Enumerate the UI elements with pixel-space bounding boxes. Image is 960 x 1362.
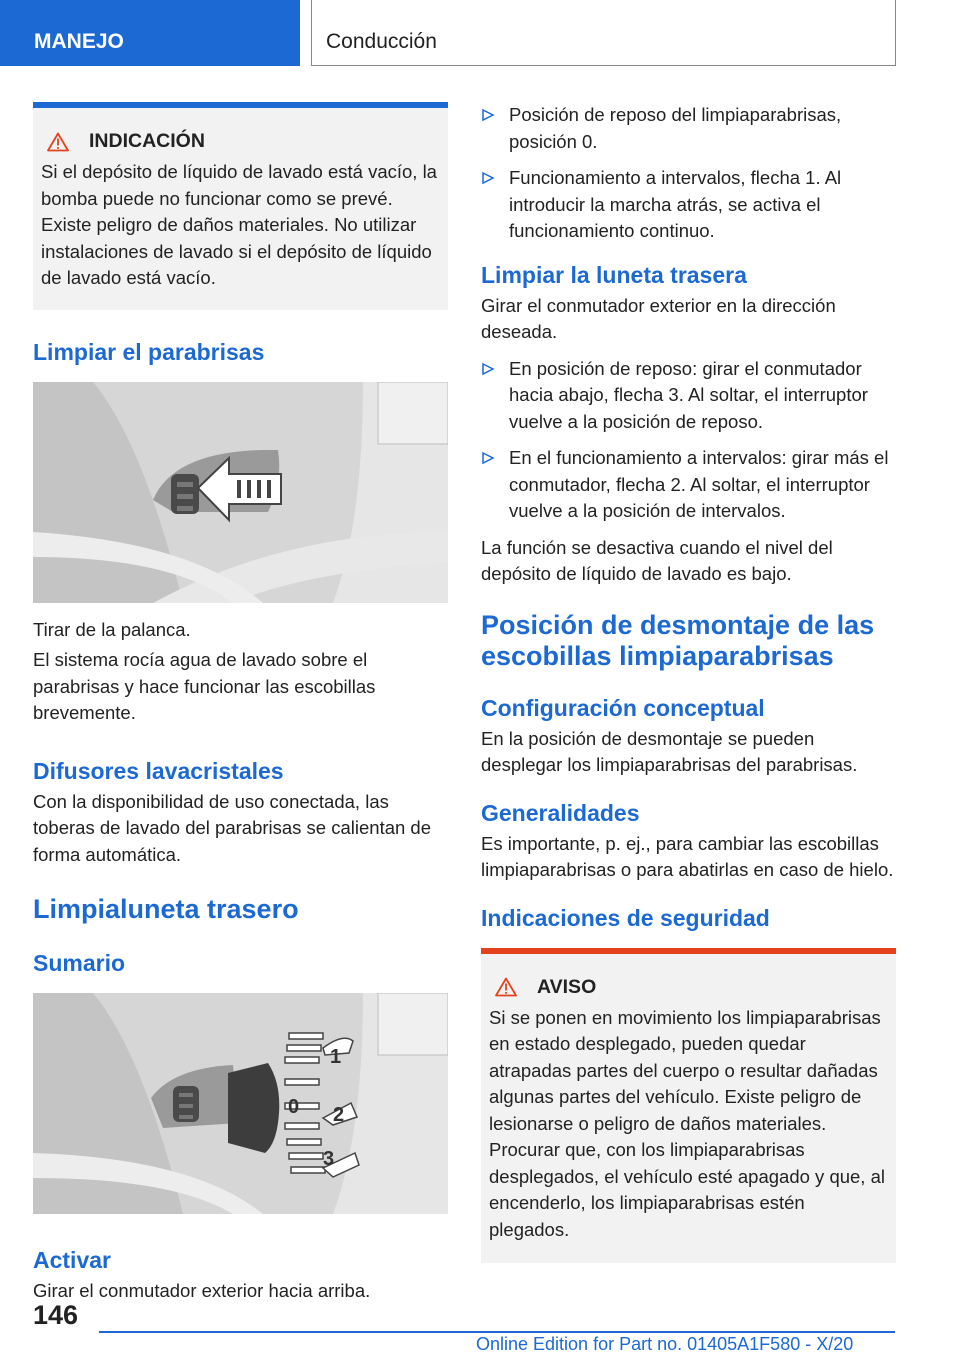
warning-box (481, 948, 896, 1264)
heading-clean-windshield: Limpiar el parabrisas (33, 338, 265, 365)
notice-title: INDICACIÓN (89, 130, 205, 152)
warning-triangle-icon (47, 132, 69, 152)
figure-label-2: 2 (333, 1104, 345, 1126)
activate-bullet-list (481, 102, 896, 245)
bullet-text: Funcionamiento a intervalos, flecha 1. Al introducir la marcha atrás, se activa el funcionamiento continuo. (509, 167, 842, 241)
general-text: Es importante, p. ej., para cambiar las escobillas limpiaparabrisas o para abatirlas en caso de hielo. (481, 832, 894, 880)
lever-pull-illustration (33, 382, 448, 603)
warning-triangle-icon (495, 977, 517, 997)
warning-title-row (489, 976, 888, 999)
heading-wiper-service-position: Posición de desmontaje de las escobillas limpiaparabrisas (481, 609, 875, 671)
figure-label-3: 3 (323, 1148, 335, 1170)
triangle-bullet-icon (481, 358, 495, 380)
concept-text: En la posición de desmontaje se pueden desplegar los limpiaparabrisas del parabrisas. (481, 727, 858, 775)
notice-text: Si el depósito de líquido de lavado está vacío, la bomba puede no funcionar como se prevé. Existe peligro de daños materiales. No utilizar instalaciones de lavado si el depósito de líquido de lavado está vacío. (41, 161, 437, 288)
heading-general: Generalidades (481, 799, 640, 826)
warning-title: AVISO (537, 975, 597, 998)
chapter-title: Conducción (311, 0, 896, 66)
heading-summary: Sumario (33, 950, 126, 976)
washer-jets-text: Con la disponibilidad de uso conectada, las toberas de lavado del parabrisas se calientan de forma automática. (33, 790, 432, 865)
heading-rear-wiper: Limpialuneta trasero (33, 894, 299, 924)
list-item (481, 356, 896, 436)
clean-rear-text: Girar el conmutador exterior en la dirección deseada. (481, 294, 836, 342)
notice-title-row (41, 130, 440, 153)
page-number: 146 (33, 1300, 79, 1330)
heading-safety: Indicaciones de seguridad (481, 904, 770, 931)
heading-washer-jets: Difusores lavacristales (33, 757, 284, 784)
figure-rear-wiper-switch (33, 993, 448, 1214)
footer-divider (99, 1331, 895, 1333)
pull-lever-text: Tirar de la palanca. (33, 618, 191, 640)
heading-concept: Configuración conceptual (481, 694, 765, 721)
list-item (481, 102, 896, 155)
activate-text: Girar el conmutador exterior hacia arriba. (33, 1280, 371, 1301)
figure-label-1: 1 (330, 1046, 342, 1068)
spray-text: El sistema rocía agua de lavado sobre el parabrisas y hace funcionar las escobillas brevemente. (33, 649, 376, 723)
bullet-text: En posición de reposo: girar el conmutador hacia abajo, flecha 3. Al soltar, el interruptor vuelve a la posición de reposo. (509, 357, 868, 432)
list-item (481, 165, 896, 245)
function-off-text: La función se desactiva cuando el nivel del depósito de líquido de lavado es bajo. (481, 536, 833, 584)
clean-rear-bullet-list (481, 356, 896, 525)
heading-clean-rear-window: Limpiar la luneta trasera (481, 261, 747, 288)
edition-note: Online Edition for Part no. 01405A1F580 - X/20 (476, 1334, 854, 1354)
section-tab: MANEJO (0, 0, 300, 66)
bullet-text: En el funcionamiento a intervalos: girar más el conmutador, flecha 2. Al soltar, el interruptor vuelve a la posición de intervalos. (509, 447, 889, 521)
figure-wiper-lever-pull (33, 382, 448, 603)
page-header (0, 0, 960, 66)
warning-text: Si se ponen en movimiento los limpiaparabrisas en estado desplegado, pueden quedar atrapadas partes del cuerpo o resultar dañadas algunas partes del vehículo. Existe peligro de lesionarse o peligro de daños materiales. Procurar que, con los limpiaparabrisas desplegados, el vehículo esté apagado y que, al encenderlo, los limpiaparabrisas estén plegados. (489, 1006, 885, 1240)
triangle-bullet-icon (481, 104, 495, 126)
left-column (33, 102, 448, 1305)
bullet-text: Posición de reposo del limpiaparabrisas, posición 0. (509, 104, 842, 152)
figure-label-0: 0 (288, 1096, 300, 1118)
list-item (481, 445, 896, 525)
heading-activate: Activar (33, 1247, 111, 1273)
triangle-bullet-icon (481, 447, 495, 469)
rear-wiper-illustration (33, 993, 448, 1214)
notice-box (33, 102, 448, 310)
right-column (481, 102, 896, 1263)
triangle-bullet-icon (481, 167, 495, 189)
